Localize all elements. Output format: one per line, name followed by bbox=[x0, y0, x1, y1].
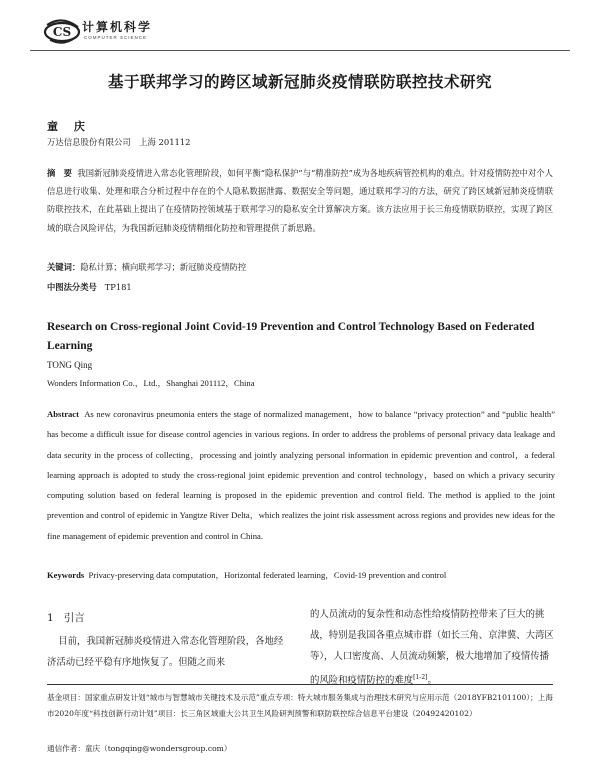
abstract-en bbox=[47, 404, 555, 546]
keywords-cn-text: 隐私计算；横向联邦学习；新冠肺炎疫情防控 bbox=[80, 262, 247, 272]
author-cn: 童 庆 bbox=[47, 120, 91, 133]
keywords-en-label: Keywords bbox=[47, 570, 85, 580]
abstract-en-text: As new coronavirus pneumonia enters the stage of normalized management，how to balance “privacy protection” and “public health” has become a difficult issue for disease control agencies in various regions. In order to address the problems of personal privacy data leakage and data security in the process of collecting，processing and jointly analyzing personal information in epidemic prevention and control，a federal learning approach is adopted to study the cross-regional joint epidemic prevention and control technology，based on which a privacy security computing solution based on federal learning is proposed in the epidemic prevention and control field. The method is applied to the joint prevention and control of epidemic in Yangtze River Delta，which realizes the joint risk assessment across regions and provides new ideas for the fine management of epidemic prevention and control in China. bbox=[47, 409, 556, 541]
affiliation-cn: 万达信息股份有限公司 上海 201112 bbox=[47, 137, 191, 147]
section-title: 引言 bbox=[63, 612, 85, 624]
header-rule bbox=[30, 50, 570, 51]
clc-number bbox=[47, 281, 132, 293]
paper-title-cn: 基于联邦学习的跨区域新冠肺炎疫情联防联控技术研究 bbox=[107, 73, 492, 91]
paper-title-en: Research on Cross-regional Joint Covid-19 Prevention and Control Technology Based on Federated Learning bbox=[47, 321, 535, 352]
clc-label: 中图法分类号 bbox=[47, 282, 97, 292]
keywords-cn-label: 关键词： bbox=[47, 262, 81, 272]
abstract-cn bbox=[47, 164, 553, 237]
author-en: TONG Qing bbox=[47, 360, 93, 370]
section-number: 1 bbox=[47, 612, 54, 624]
funding-footnote: 基金项目：国家重点研发计划“城市与智慧城市关键技术及示范”重点专项：特大城市服务集成与治理技术研究与应用示范（2018YFB2101100）；上海市2020年度“科技创新行动计划”项目：长三角区域重大公共卫生风险研判预警和联防联控综合信息平台建设（20492420102） bbox=[47, 693, 553, 718]
abstract-cn-label: 摘 要 bbox=[47, 168, 73, 178]
corresponding-author: 通信作者：童庆（tongqing@wondersgroup.com） bbox=[47, 744, 232, 753]
journal-name: 计算机科学 bbox=[82, 20, 153, 34]
affiliation-en: Wonders Information Co.，Ltd.，Shanghai 201112，China bbox=[47, 378, 255, 388]
intro-paragraph-right bbox=[310, 604, 555, 691]
keywords-en-text: Privacy-preserving data computation，Horizontal federated learning，Covid-19 prevention and control bbox=[88, 570, 447, 580]
intro-left-text: 目前，我国新冠肺炎疫情进入常态化管理阶段，各地经济活动已经平稳有序地恢复了。但随之而来 bbox=[47, 636, 284, 668]
clc-value: TP181 bbox=[104, 282, 132, 292]
intro-paragraph-left bbox=[47, 631, 287, 673]
abstract-en-label: Abstract bbox=[47, 409, 79, 419]
keywords-en bbox=[47, 569, 555, 581]
journal-name-en: COMPUTER SCIENCE bbox=[84, 35, 148, 40]
svg-text:CS: CS bbox=[52, 25, 72, 39]
keywords-cn bbox=[47, 261, 246, 273]
intro-right-end: 。 bbox=[427, 675, 437, 687]
section-heading bbox=[47, 610, 85, 625]
intro-right-text: 的人员流动的复杂性和动态性给疫情防控带来了巨大的挑战，特别是我国各重点城市群（如长三角、京津冀、大湾区等），人口密度高、人员流动频繁，极大地增加了疫情传播的风险和疫情防控的难度 bbox=[310, 609, 554, 687]
citation: [1-2] bbox=[413, 674, 428, 681]
abstract-cn-text: 我国新冠肺炎疫情进入常态化管理阶段，如何平衡“隐私保护”与“精准防控”成为各地疾病管控机构的难点。针对疫情防控中对个人信息进行收集、处理和联合分析过程中存在的个人隐私数据泄露、数据安全等问题，通过联邦学习的方法，研究了跨区域新冠肺炎疫情联防联控技术，在此基础上提出了在疫情防控领域基于联邦学习的隐私安全计算解决方案。该方法应用于长三角疫情联防联控，实现了跨区域的联合风险评估，为我国新冠肺炎疫情精细化防控和管理提供了新思路。 bbox=[47, 168, 553, 233]
footnote-rule bbox=[47, 684, 553, 685]
